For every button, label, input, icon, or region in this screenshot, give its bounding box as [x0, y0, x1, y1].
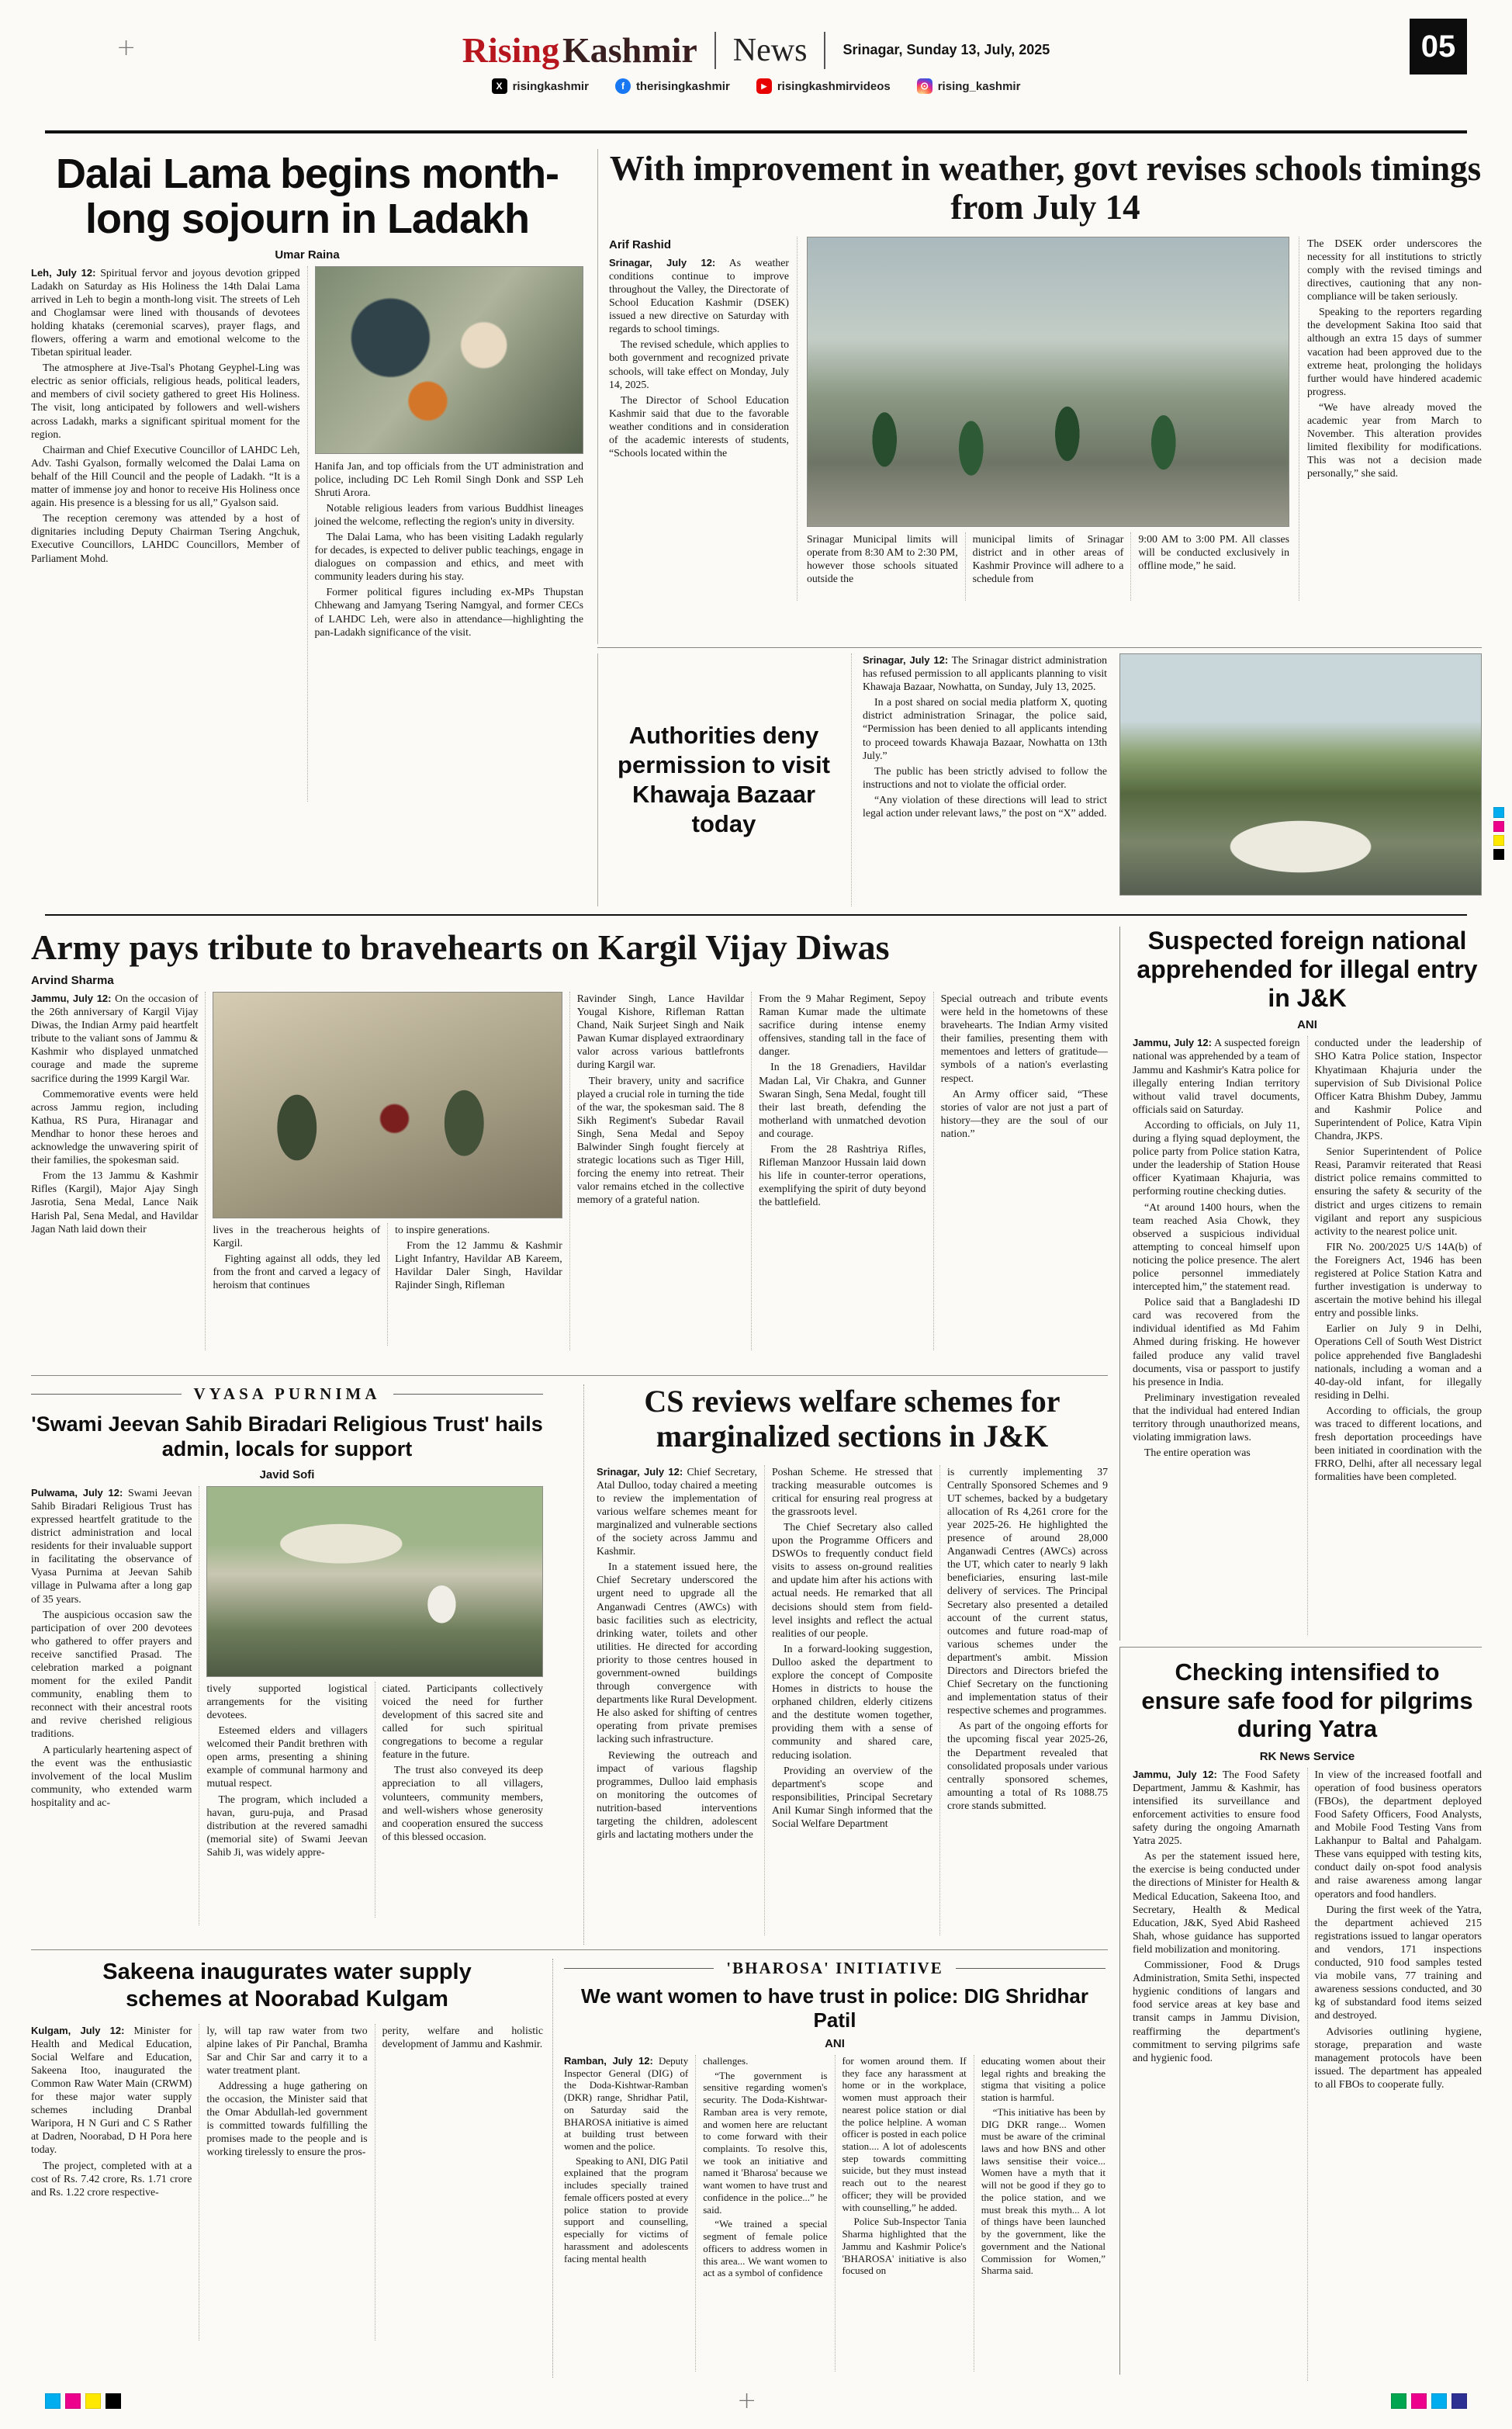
- photo-dalai-lama-arrival: [315, 266, 584, 454]
- text-column: [1307, 1036, 1483, 1635]
- x-twitter-icon: X: [492, 78, 507, 94]
- body-paragraph: tively supported logistical arrangements for the visiting devotees.: [206, 1682, 368, 1720]
- headline: Dalai Lama begins month-long sojourn in Ladakh: [55, 151, 559, 242]
- body-paragraph: Notable religious leaders from various Buddhist lineages joined the welcome, reflecting the region's unity in diversity.: [314, 501, 583, 527]
- text-column: [597, 1465, 764, 1935]
- text-column: [1133, 1036, 1307, 1635]
- photo-column: [205, 992, 569, 1350]
- body-paragraph: Srinagar, July 12: Chief Secretary, Atal Dulloo, today chaired a meeting to review the implementation of various welfare schemes meant for marginalized and vulnerable sections of the society across Jammu and Kashmir.: [597, 1465, 757, 1558]
- photo-column: [199, 1486, 543, 1925]
- section-kicker: [31, 1384, 543, 1404]
- body-paragraph: Poshan Scheme. He stressed that tracking measurable outcomes is critical for ensuring real progress at the grassroots level.: [772, 1465, 932, 1517]
- body-paragraph: Preliminary investigation revealed that the individual had entered Indian territory through unauthorized means, violating immigration laws.: [1133, 1391, 1300, 1443]
- headline: Army pays tribute to bravehearts on Kargil Vijay Diwas: [31, 927, 890, 967]
- body-paragraph: Police said that a Bangladeshi ID card was recovered from the individual identified as Md Fahim Ahmed during frisking. He however failed produce any valid travel documents, visa or passport to justify his presence in India.: [1133, 1296, 1300, 1388]
- article-water-supply-schemes: [31, 1959, 543, 2378]
- body-paragraph: FIR No. 200/2025 U/S 14A(b) of the Foreigners Act, 1946 has been registered at Police Station Katra and further investigation is underway to ascertain the motive behind his illegal entry and possible links.: [1314, 1240, 1482, 1319]
- story-dateline: Srinagar, July 12:: [597, 1465, 683, 1478]
- body-paragraph: municipal limits of Srinagar district and in other areas of Kashmir Province will adhere to a schedule from: [972, 532, 1124, 585]
- text-column: [1307, 1768, 1483, 2381]
- magenta-patch: [1493, 821, 1504, 832]
- body-paragraph: Srinagar Municipal limits will operate from 8:30 AM to 2:30 PM, however those schools situated outside the: [807, 532, 958, 585]
- text-column: [213, 1223, 387, 1346]
- headline: Checking intensified to ensure safe food for pilgrims during Yatra: [1141, 1658, 1473, 1743]
- article-bharosa-initiative: [552, 1959, 1105, 2378]
- story-dateline: Pulwama, July 12:: [31, 1486, 123, 1499]
- registration-crosshair-bottom-center: +: [737, 2387, 757, 2414]
- social-handles-row: [45, 78, 1467, 94]
- masthead-word-rising: Rising: [462, 30, 559, 70]
- headline: Authorities deny permission to visit Khawaja Bazaar today: [618, 722, 830, 837]
- social-handle-text: therisingkashmir: [635, 79, 730, 93]
- divider: [714, 32, 716, 69]
- headline: CS reviews welfare schemes for marginalized sections in J&K: [644, 1384, 1060, 1454]
- body-paragraph: The Director of School Education Kashmir said that due to the favorable weather conditions and in consideration of the academic interests of students, “Schools located within the: [609, 393, 789, 459]
- byline: Umar Raina: [275, 248, 340, 262]
- green-patch: [1391, 2393, 1406, 2409]
- body-paragraph: Srinagar, July 12: The Srinagar district administration has refused permission to all applicants planning to visit Khawaja Bazaar, Nowhatta, on Sunday, July 13, 2025.: [863, 654, 1107, 693]
- section-title: News: [732, 32, 808, 68]
- body-paragraph: ciated. Participants collectively voiced the need for further development of this sacred site and called for such spiritual congregations to become a regular feature in the future.: [382, 1682, 543, 1761]
- body-paragraph: Speaking to the reporters regarding the development Sakina Itoo said that although an extra 15 days of summer vacation had been approved due to the extreme heat, prolonging the holidays further would have hindered academic progress.: [1307, 306, 1482, 397]
- body-paragraph: Advisories outlining hygiene, storage, preparation and waste management protocols have been issued. The department has appealed to all FBOs to cooperate fully.: [1314, 2025, 1482, 2090]
- yellow-patch: [85, 2393, 101, 2409]
- photo-vyasa-purnima-gathering: [206, 1486, 543, 1677]
- body-paragraph: Jammu, July 12: A suspected foreign national was apprehended by a team of Jammu and Kashmir's Katra police for illegally entering Indian territory without valid travel documents, officials said on Saturday.: [1133, 1037, 1300, 1115]
- magenta-patch: [65, 2393, 81, 2409]
- article-dalai-lama: [31, 152, 583, 906]
- social-handle-text: rising_kashmir: [937, 79, 1021, 93]
- header-rule: [45, 130, 1467, 133]
- text-column: [31, 266, 307, 802]
- body-paragraph: Fighting against all odds, they led from the front and carved a legacy of heroism that continues: [213, 1253, 381, 1291]
- cyan-patch: [1431, 2393, 1447, 2409]
- body-paragraph: challenges.: [703, 2055, 749, 2067]
- social-instagram-handle: [917, 78, 1021, 94]
- agency-byline: ANI: [825, 2037, 845, 2050]
- edition-dateline: Srinagar, Sunday 13, July, 2025: [842, 42, 1050, 57]
- body-paragraph: “The government is sensitive regarding women's security. The Doda-Kishtwar-Ramban area is very remote, and women here are reluctant to come forward with their complaints. To resolve this, we took an initiative and named it 'Bharosa' because we want women to have trust and confidence in the police...” he said.: [703, 2069, 828, 2216]
- body-paragraph: Commissioner, Food & Drugs Administration, Smita Sethi, inspected hygienic conditions of langars and food service areas at key base and transit camps in Jammu Division, reaffirming the department's commitment to serving pilgrims safe and hygienic food.: [1133, 1959, 1300, 2063]
- body-paragraph: In a statement issued here, the Chief Secretary underscored the urgent need to upgrade all the Anganwadi Centres (AWCs) with basic facilities such as electricity, drinking water, toilets and other utilities. He directed for according priority to those centres housed in government-owned buildings through convergence with departments like Rural Development. He also asked for shifting of centres operating from private premises lacking such infrastructure.: [597, 1561, 757, 1745]
- blue-patch: [1451, 2393, 1467, 2409]
- section-kicker: [564, 1959, 1105, 1978]
- masthead-logo: [462, 29, 697, 71]
- body-paragraph: “Any violation of these directions will lead to strict legal action under relevant laws,” the post on “X” added.: [863, 793, 1107, 819]
- divider: [824, 32, 825, 69]
- body-paragraph: The DSEK order underscores the necessity for all institutions to strictly comply with the revised timings and directives, cautioning that any non-compliance will be taken seriously.: [1307, 237, 1482, 303]
- text-column: [199, 2024, 374, 2341]
- instagram-icon: ⊙: [917, 78, 932, 94]
- story-dateline: Leh, July 12:: [31, 266, 96, 279]
- body-paragraph: educating women about their legal rights and breaking the stigma that visiting a police station is harmful.: [981, 2055, 1105, 2104]
- text-column: [1130, 532, 1289, 601]
- body-paragraph: Earlier on July 9 in Delhi, Operations Cell of South West District police apprehended five Bangladeshi nationals, including a woman and a 40-day-old infant, for illegally residing in Delhi.: [1314, 1322, 1482, 1401]
- text-column: [851, 653, 1107, 906]
- divider: [31, 1394, 182, 1395]
- text-column: [206, 1682, 374, 1918]
- print-color-bar-edge: [1493, 807, 1504, 860]
- body-paragraph: In the 18 Grenadiers, Havildar Madan Lal, Vir Chakra, and Gunner Swaran Singh, Sena Medal, fought till their last breath, defending the motherland with unmatched devotion and courage.: [759, 1061, 926, 1139]
- headline: Sakeena inaugurates water supply schemes at Noorabad Kulgam: [102, 1959, 472, 2011]
- byline: Arif Rashid: [609, 237, 672, 251]
- masthead-row: [45, 16, 1467, 71]
- cyan-patch: [45, 2393, 61, 2409]
- headline: We want women to have trust in police: DIG Shridhar Patil: [581, 1984, 1088, 2032]
- text-column: [1133, 1768, 1307, 2381]
- body-paragraph: Pulwama, July 12: Swami Jeevan Sahib Biradari Religious Trust has expressed heartfelt gratitude to the district administration and local residents for their invaluable support in facilitating the observance of Vyasa Purnima at Jeevan Sahib village in Pulwama after a long gap of 35 years.: [31, 1486, 192, 1605]
- article-cs-welfare-review: [583, 1384, 1108, 1945]
- body-paragraph: From the 28 Rashtriya Rifles, Rifleman Manzoor Hussain laid down his life in counter-terror operations, exemplifying the spirit of duty beyond the battlefield.: [759, 1143, 926, 1208]
- body-paragraph: In a post shared on social media platform X, quoting district administration Srinagar, the police said, “Permission has been denied to all applicants intending to proceed towards Khawaja Bazaar, Nowhatta on 13th July.”: [863, 696, 1107, 761]
- body-paragraph: Police Sub-Inspector Tania Sharma highlighted that the Jammu and Kashmir Police's 'BHAROSA' initiative is also focused on: [842, 2216, 967, 2277]
- article-khawaja-bazaar-notice: [597, 653, 1482, 906]
- text-column: [307, 266, 584, 802]
- divider: [393, 1394, 544, 1395]
- body-paragraph: perity, welfare and holistic development of Jammu and Kashmir.: [382, 2024, 543, 2050]
- body-paragraph: Special outreach and tribute events were held in the hometowns of these bravehearts. The Indian Army visited their families, presenting them with mementoes and letters of gratitude—symbols of a nation's everlasting respect.: [940, 993, 1108, 1084]
- page-number: 05: [1420, 29, 1456, 64]
- story-dateline: Ramban, July 12:: [564, 2055, 653, 2067]
- story-dateline: Jammu, July 12:: [1133, 1768, 1217, 1780]
- body-paragraph: From the 9 Mahar Regiment, Sepoy Raman Kumar made the ultimate sacrifice during intense enemy offensives, standing tall in the face of danger.: [759, 993, 926, 1058]
- section-divider: [45, 914, 1467, 916]
- social-handle-text: risingkashmirvideos: [777, 79, 891, 93]
- body-paragraph: to inspire generations.: [395, 1224, 490, 1235]
- body-paragraph: In a forward-looking suggestion, Dulloo asked the department to explore the concept of Composite Homes in districts to house the orphaned children, elderly citizens and the destitute women together, providing them with a sense of community and shared care, reducing isolation.: [772, 1642, 932, 1761]
- body-paragraph: Ramban, July 12: Deputy Inspector General (DIG) of the Doda-Kishtwar-Ramban (DKR) range, Shridhar Patil, on Saturday said the BHAROSA initiative is aimed at building trust between women and the police.: [564, 2055, 689, 2153]
- black-patch: [106, 2393, 121, 2409]
- section-kicker-label: VYASA PURNIMA: [193, 1384, 381, 1403]
- magenta-patch: [1411, 2393, 1427, 2409]
- headline: Suspected foreign national apprehended for illegal entry in J&K: [1137, 927, 1478, 1012]
- body-paragraph: The trust also conveyed its deep appreciation to all villagers, volunteers, community members, and well-wishers whose generosity and cooperation ensured the success of this blessed occasion.: [382, 1764, 543, 1842]
- text-column: [933, 992, 1108, 1350]
- byline: Javid Sofi: [259, 1467, 315, 1481]
- text-column: [387, 1223, 562, 1346]
- page-number-badge: [1410, 19, 1467, 74]
- text-column: [1307, 237, 1482, 601]
- text-column: [974, 2055, 1105, 2372]
- article-school-timings: [597, 149, 1482, 644]
- section-divider: [597, 647, 1482, 648]
- body-paragraph: The public has been strictly advised to follow the instructions and not to violate the official order.: [863, 764, 1107, 790]
- body-paragraph: is currently implementing 37 Centrally Sponsored Schemes and 9 UT schemes, backed by a budgetary allocation of Rs 4,261 crore for the year 2025-26. He highlighted the presence of around 28,000 Anganwadi Centres (AWCs) across the UT, which cater to nearly 9 lakh beneficiaries, ensuring last-mile delivery of services. The Principal Secretary also presented a detailed account of the current status, outcomes and future road-map of various schemes under the department's ambit. Mission Directors and Directors briefed the Chief Secretary on the functioning and implementation status of their respective schemes and programmes.: [947, 1465, 1108, 1717]
- body-paragraph: According to officials, the group was traced to different locations, and fresh deportation proceedings have been initiated in coordination with the FRRO, Delhi, after all necessary legal formalities have been completed.: [1314, 1404, 1482, 1483]
- masthead-word-kashmir: Kashmir: [562, 30, 697, 70]
- facebook-icon: f: [615, 78, 631, 94]
- body-paragraph: Speaking to ANI, DIG Patil explained that the program includes specially trained female officers posted at every police station to provide support and counselling, especially for victims of harassment and adolescents facing mental health: [564, 2154, 689, 2264]
- print-color-bar-left: [45, 2393, 121, 2409]
- body-paragraph: A particularly heartening aspect of the event was the enthusiastic involvement of the local Muslim community, who extended warm hospitality and ac-: [31, 1743, 192, 1808]
- body-paragraph: The revised schedule, which applies to both government and recognized private schools, will take effect on Monday, July 14, 2025.: [609, 338, 789, 390]
- registration-crosshair-top-left: +: [116, 34, 137, 61]
- body-paragraph: Srinagar, July 12: As weather conditions continue to improve throughout the Valley, the Directorate of School Education Kashmir (DSEK) issued a new directive on Saturday with regards to school timings.: [609, 256, 789, 335]
- story-dateline: Jammu, July 12:: [1133, 1037, 1212, 1049]
- text-column: [807, 532, 965, 601]
- photo-khawaja-bazaar-shrine: [1119, 653, 1482, 896]
- text-column: [31, 1486, 199, 1925]
- article-yatra-food-safety: [1119, 1647, 1482, 2375]
- social-youtube-handle: [756, 78, 891, 94]
- body-paragraph: Hanifa Jan, and top officials from the UT administration and police, including DC Leh Romil Singh Donk and SSP Leh Shruti Arora.: [314, 459, 583, 498]
- body-paragraph: The reception ceremony was attended by a host of dignitaries including Deputy Chairman Tsering Angchuk, Executive Councillors, LAHDC Councillors, Member of Parliament Mohd.: [31, 512, 300, 564]
- body-paragraph: Commemorative events were held across Jammu region, including Kathua, RS Pura, Hiranagar and Mendhar to honor these heroes and acknowledge the unwavering spirit of their families, the spokesman said.: [31, 1087, 199, 1166]
- headline: 'Swami Jeevan Sahib Biradari Religious Trust' hails admin, locals for support: [31, 1412, 543, 1461]
- body-paragraph: The atmosphere at Jive-Tsal's Photang Geyphel-Ling was electric as senior officials, religious heads, political leaders, and members of civil society gathered to greet His Holiness. The visit, long anticipated by followers and well-wishers across Ladakh, marks a significant spiritual moment for the region.: [31, 362, 300, 440]
- section-divider: [31, 1375, 1108, 1376]
- body-paragraph: Former political figures including ex-MPs Thupstan Chhewang and Jamyang Tsering Namgyal, and former CECs of LAHDC Leh, were also in attendance—highlighting the pan-Ladakh significance of the visit.: [314, 586, 583, 638]
- text-column: [764, 1465, 939, 1935]
- text-column: [835, 2055, 974, 2372]
- divider: [956, 1968, 1105, 1969]
- youtube-icon: ▶: [756, 78, 772, 94]
- story-dateline: Srinagar, July 12:: [863, 654, 949, 666]
- body-paragraph: The entire operation was: [1144, 1447, 1251, 1459]
- body-paragraph: 9:00 AM to 3:00 PM. All classes will be conducted exclusively in offline mode,” he said.: [1138, 532, 1289, 571]
- divider: [564, 1968, 714, 1969]
- photo-army-tribute-ceremony: [213, 992, 562, 1218]
- yellow-patch: [1493, 835, 1504, 846]
- text-column: [695, 2055, 834, 2372]
- body-paragraph: The project, completed with at a cost of Rs. 7.42 crore, Rs. 1.71 crore and Rs. 1.22 crore respective-: [31, 2159, 192, 2198]
- section-kicker-label: 'BHAROSA' INITIATIVE: [726, 1959, 943, 1977]
- story-dateline: Jammu, July 12:: [31, 993, 112, 1004]
- text-column: [609, 237, 789, 601]
- section-divider: [31, 1949, 1108, 1950]
- body-paragraph: From the 13 Jammu & Kashmir Rifles (Kargil), Major Ajay Singh Jasrotia, Sena Medal, Lance Naik Harish Pal, Sena Medal, and Havildar Jagan Nath laid down their: [31, 1169, 199, 1235]
- story-dateline: Kulgam, July 12:: [31, 2024, 125, 2036]
- body-paragraph: Ravinder Singh, Lance Havildar Yougal Kishore, Rifleman Rattan Chand, Naik Surjeet Singh and Naik Pawan Kumar displayed extraordinary valor across various battlefronts during Kargil war.: [576, 993, 745, 1071]
- body-paragraph: As part of the ongoing efforts for the upcoming fiscal year 2025-26, the Department revealed that consolidated proposals under various centrally sponsored schemes, amounting a total of Rs 1088.75 crore stands submitted.: [947, 1720, 1108, 1811]
- byline: Arvind Sharma: [31, 974, 114, 987]
- body-paragraph: “We trained a special segment of female police officers to address women in this area... We want women to act as a symbol of confidence: [703, 2218, 828, 2279]
- text-column: [31, 992, 205, 1350]
- body-paragraph: An Army officer said, “These stories of valor are not just a part of history—they are the soul of our nation.”: [940, 1087, 1108, 1139]
- body-paragraph: During the first week of the Yatra, the department achieved 215 registrations issued to langar operators and vendors, 171 inspections conducted, 910 food samples tested via mobile vans, 77 training and awareness sessions conducted, and 30 kg of substandard food items seized and destroyed.: [1314, 1903, 1482, 2022]
- body-paragraph: The auspicious occasion saw the participation of over 200 devotees who gathered to offer prayers and receive sanctified Prasad. The celebration marked a poignant moment for the exiled Pandit community, enabling them to reconnect with their ancestral roots and revive cherished religious traditions.: [31, 1608, 192, 1740]
- headline: With improvement in weather, govt revises schools timings from July 14: [609, 149, 1482, 227]
- body-paragraph: lives in the treacherous heights of Kargil.: [213, 1224, 381, 1249]
- social-facebook-handle: [615, 78, 730, 94]
- body-paragraph: Addressing a huge gathering on the occasion, the Minister said that the Omar Abdullah-led government is committed towards fulfilling the promises made to the people and is working tirelessly to ensure the pros-: [206, 2079, 368, 2158]
- cyan-patch: [1493, 807, 1504, 818]
- body-paragraph: The Chief Secretary also called upon the Programme Officers and DSWOs to frequently conduct field visits to assess on-ground realities and update him after his actions with actual needs. He remarked that all decisions should stem from field-level insights and reflect the actual realities of our people.: [772, 1520, 932, 1639]
- page-header: [45, 16, 1467, 94]
- body-paragraph: Leh, July 12: Spiritual fervor and joyous devotion gripped Ladakh on Saturday as His Holiness the 14th Dalai Lama arrived in Leh to begin a month-long visit. The streets of Leh and Choglamsar were lined with thousands of devotees holding khataks (ceremonial scarves), prayer flags, and flowers, offering a warm and emotional welcome to the Tibetan spiritual leader.: [31, 266, 300, 359]
- photo-column: [797, 237, 1299, 601]
- byline: RK News Service: [1259, 1749, 1355, 1763]
- text-column: [569, 992, 751, 1350]
- body-paragraph: According to officials, on July 11, during a flying squad deployment, the police party from Police station Katra, under the leadership of Station House officer Kyatimaan Khajuria, was performing routine checking duties.: [1133, 1118, 1300, 1197]
- text-column: [375, 2024, 543, 2341]
- text-column: [375, 1682, 543, 1918]
- body-paragraph: ly, will tap raw water from two alpine lakes of Pir Panchal, Bramha Sar and Chir Sar and carry it to a water treatment plant.: [206, 2024, 368, 2076]
- article-foreign-national: [1119, 927, 1482, 1641]
- text-column: [31, 2024, 199, 2341]
- agency-byline: ANI: [1297, 1018, 1317, 1032]
- body-paragraph: As per the statement issued here, the exercise is being conducted under the directions of Minister for Health & Medical Education, Sakeena Itoo, and Secretary, Health & Medical Education, J&K, Syed Abid Rasheed Shah, whose guidance has supported field mobilization and monitoring.: [1133, 1850, 1300, 1955]
- body-paragraph: From the 12 Jammu & Kashmir Light Infantry, Havildar AB Kareem, Havildar Daler Singh, Havildar Rajinder Singh, Rifleman: [395, 1239, 562, 1291]
- body-paragraph: Esteemed elders and villagers welcomed their Pandit brethren with open arms, presenting a shining example of communal harmony and mutual respect.: [206, 1724, 368, 1790]
- text-column: [939, 1465, 1108, 1935]
- body-paragraph: for women around them. If they face any harassment at home or in the workplace, women must approach their nearest police station or dial the police helpline. A woman officer is posted in each police station.... A lot of adolescents step towards committing suicide, but they must instead reach out to the nearest officer; they will be provided with counselling,” he added.: [842, 2055, 967, 2213]
- text-column: [564, 2055, 695, 2372]
- body-paragraph: “This initiative has been by DIG DKR range... Women must be aware of the criminal laws and how BNS and other laws sensitise their voice... Women have a myth that it will not be good if they go to the police station, and we must break this myth... A lot of things have been launched by the government, like the government and the National Commission for Women,” Sharma said.: [981, 2105, 1105, 2277]
- social-handle-text: risingkashmir: [512, 79, 589, 93]
- article-kargil-tribute: [31, 927, 1108, 1367]
- social-x-handle: [492, 78, 589, 94]
- body-paragraph: Kulgam, July 12: Minister for Health and Medical Education, Social Welfare and Education, Sakeena Itoo, inaugurated the Common Raw Water Main (CRWM) for these major water supply schemes including Dranbal Waripora, H N Guri and C S Rather at Dadren, Noorabad, D H Pora here today.: [31, 2024, 192, 2156]
- text-column: [751, 992, 932, 1350]
- body-paragraph: Their bravery, unity and sacrifice played a crucial role in turning the tide of the war, the spokesman said. The 8 Sikh Regiment's Subedar Ravail Singh, Sena Medal and Sepoy Balwinder Singh fought fiercely at strategic locations such as Tiger Hill, forcing the enemy into retreat. Their valor remains etched in the collective memory of a grateful nation.: [576, 1074, 745, 1206]
- body-paragraph: Jammu, July 12: The Food Safety Department, Jammu & Kashmir, has intensified its surveillance and enforcement activities to ensure food safety during the ongoing Amarnath Yatra 2025.: [1133, 1768, 1300, 1847]
- body-paragraph: conducted under the leadership of SHO Katra Police station, Inspector Khyatimaan Khajuria under the supervision of Sub Divisional Police Officer Katra Bhishm Dubey, Jammu and Kashmir Police and Superintendent of Police, Katra Vipin Chandra, JKPS.: [1314, 1037, 1482, 1142]
- body-paragraph: Chairman and Chief Executive Councillor of LAHDC Leh, Adv. Tashi Gyalson, formally welcomed the Dalai Lama on behalf of the Hill Council and the people of Ladakh. “It is a matter of immense joy and honor to receive His Holiness once again. His presence is a blessing for us all,” Gyalson said.: [31, 443, 300, 509]
- text-column: [965, 532, 1131, 601]
- body-paragraph: “At around 1400 hours, when the team reached Asia Chowk, they observed a suspicious individual attempting to conceal himself upon noticing the police presence. The alert police personnel immediately intercepted him,” the statement read.: [1133, 1201, 1300, 1293]
- body-paragraph: Jammu, July 12: On the occasion of the 26th anniversary of Kargil Vijay Diwas, the Indian Army paid heartfelt tribute to the valiant sons of Jammu & Kashmir who displayed unmatched courage and made the supreme sacrifice during the 1999 Kargil War.: [31, 993, 199, 1084]
- photo-school-children: [807, 237, 1289, 527]
- black-patch: [1493, 849, 1504, 860]
- body-paragraph: The program, which included a havan, guru-puja, and Prasad distribution at the revered samadhi (memorial site) of Swami Jeevan Sahib Ji, was widely appre-: [206, 1793, 368, 1858]
- body-paragraph: Providing an overview of the department's scope and responsibilities, Principal Secretary Anil Kumar Singh informed that the Social Welfare Department: [772, 1764, 932, 1830]
- story-dateline: Srinagar, July 12:: [609, 256, 716, 269]
- body-paragraph: Senior Superintendent of Police Reasi, Paramvir reiterated that Reasi district police remains committed to ensuring the safety & security of the district and urges citizens to remain vigilant and report any suspicious activity to the nearest police unit.: [1314, 1145, 1482, 1237]
- body-paragraph: “We have already moved the academic year from March to November. This alteration provides limited flexibility for modifications. This was not a decision made personally,” she said.: [1307, 400, 1482, 480]
- print-color-bar-right: [1391, 2393, 1467, 2409]
- article-vyasa-purnima: [31, 1384, 543, 1945]
- body-paragraph: In view of the increased footfall and operation of food business operators (FBOs), the department deployed Food Safety Officers, Food Analysts, and Mobile Food Testing Vans from Lakhanpur to Baltal and Pahalgam. These vans equipped with testing kits, conduct daily on-spot food analysis and raise awareness among langar operators and food handlers.: [1314, 1768, 1482, 1900]
- body-paragraph: The Dalai Lama, who has been visiting Ladakh regularly for decades, is expected to deliver public teachings, engage in dialogues on compassion and ethics, and meet with community leaders during his stay.: [314, 531, 583, 583]
- body-paragraph: Reviewing the outreach and impact of various flagship programmes, Dulloo laid emphasis on monitoring the outcomes of nutrition-based interventions targeting the children, adolescent girls and lactating mothers under the: [597, 1748, 757, 1841]
